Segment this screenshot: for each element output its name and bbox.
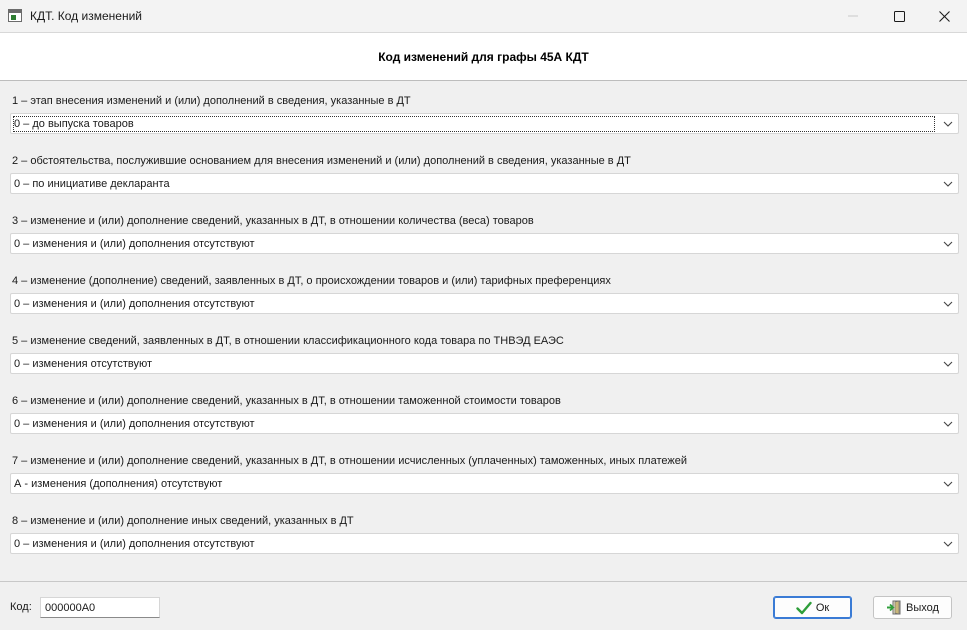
field-7-label: 7 – изменение и (или) дополнение сведений, указанных в ДТ, в отношении исчисленных (уплаченных) таможенных, иных платежей	[12, 455, 688, 467]
ok-button[interactable]	[773, 596, 852, 619]
exit-button[interactable]	[873, 596, 952, 619]
field-1-label: 1 – этап внесения изменений и (или) дополнений в сведения, указанные в ДТ	[12, 95, 411, 107]
close-icon	[939, 11, 950, 22]
exit-button-label: Выход	[906, 601, 939, 614]
chevron-down-icon	[942, 478, 954, 490]
field-6-label: 6 – изменение и (или) дополнение сведений, указанных в ДТ, в отношении таможенной стоимости товаров	[12, 395, 561, 407]
chevron-down-icon	[942, 238, 954, 250]
maximize-icon	[894, 11, 905, 22]
chevron-down-icon	[942, 538, 954, 550]
title-bar	[0, 0, 967, 32]
field-7-value: А - изменения (дополнения) отсутствуют	[14, 478, 223, 490]
field-5-select[interactable]	[10, 353, 959, 374]
field-1-select[interactable]	[10, 113, 959, 134]
field-2-select[interactable]	[10, 173, 959, 194]
code-label: Код:	[10, 601, 32, 613]
field-6-value: 0 – изменения и (или) дополнения отсутствуют	[14, 418, 255, 430]
field-3-label: 3 – изменение и (или) дополнение сведений, указанных в ДТ, в отношении количества (веса) товаров	[12, 215, 534, 227]
ok-button-label: Ок	[815, 601, 830, 614]
dialog-heading: Код изменений для графы 45А КДТ	[378, 49, 589, 64]
chevron-down-icon	[942, 178, 954, 190]
field-8-label: 8 – изменение и (или) дополнение иных сведений, указанных в ДТ	[12, 515, 354, 527]
field-3-select[interactable]	[10, 233, 959, 254]
field-7-select[interactable]	[10, 473, 959, 494]
field-4-select[interactable]	[10, 293, 959, 314]
chevron-down-icon	[942, 418, 954, 430]
field-6-select[interactable]	[10, 413, 959, 434]
field-2-label: 2 – обстоятельства, послужившие основанием для внесения изменений и (или) дополнений в сведения, указанные в ДТ	[12, 155, 631, 167]
exit-door-icon	[886, 600, 902, 615]
checkmark-icon	[796, 601, 812, 615]
field-2-value: 0 – по инициативе декларанта	[14, 178, 170, 190]
chevron-down-icon	[942, 358, 954, 370]
field-4-value: 0 – изменения и (или) дополнения отсутствуют	[14, 298, 255, 310]
field-8-select[interactable]	[10, 533, 959, 554]
chevron-down-icon	[942, 298, 954, 310]
field-5-value: 0 – изменения отсутствуют	[14, 358, 153, 370]
field-5-label: 5 – изменение сведений, заявленных в ДТ, в отношении классификационного кода товара по ТНВЭД ЕАЭС	[12, 335, 564, 347]
chevron-down-icon	[942, 118, 954, 130]
field-3-value: 0 – изменения и (или) дополнения отсутствуют	[14, 238, 255, 250]
minimize-icon	[848, 11, 858, 21]
header-panel	[0, 32, 967, 81]
app-window-icon	[8, 9, 22, 22]
close-button[interactable]	[921, 0, 967, 32]
footer-bar	[0, 582, 967, 630]
maximize-button[interactable]	[876, 0, 922, 32]
code-field[interactable]	[40, 597, 160, 618]
field-8-value: 0 – изменения и (или) дополнения отсутствуют	[14, 538, 255, 550]
field-4-label: 4 – изменение (дополнение) сведений, заявленных в ДТ, о происхождении товаров и (или) тарифных преференциях	[12, 275, 611, 287]
minimize-button[interactable]	[830, 0, 876, 32]
field-1-value: 0 – до выпуска товаров	[14, 117, 934, 131]
window-title: КДТ. Код изменений	[30, 9, 142, 23]
